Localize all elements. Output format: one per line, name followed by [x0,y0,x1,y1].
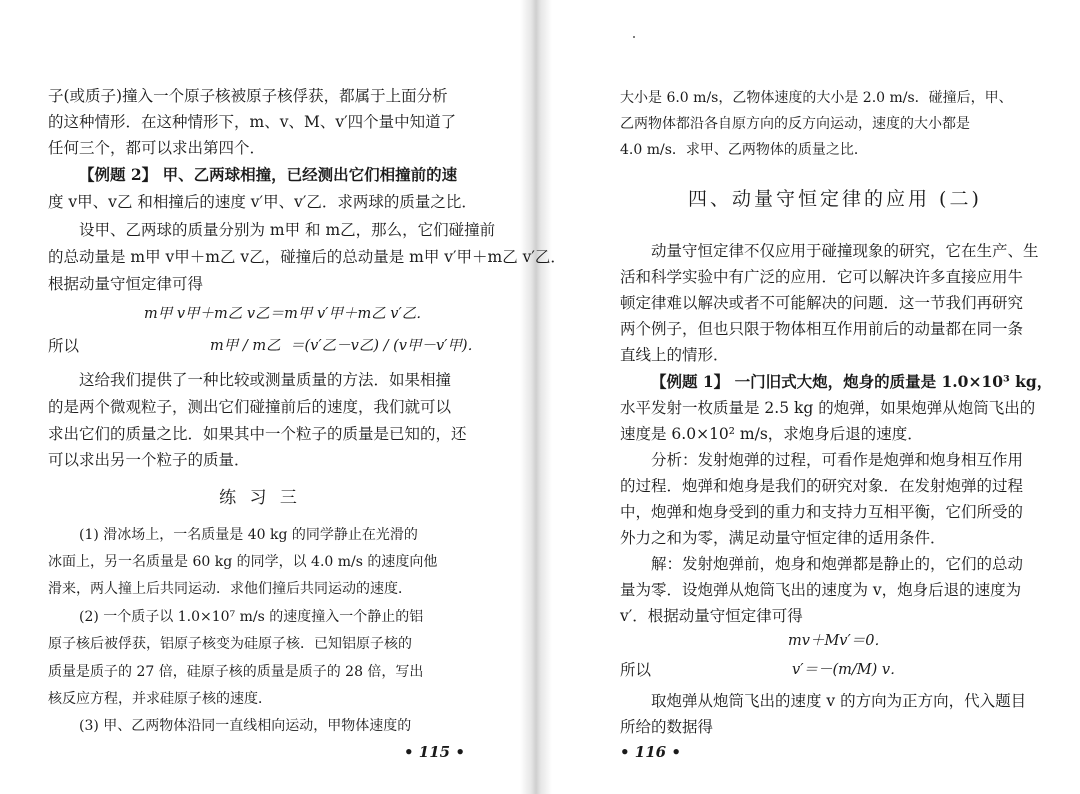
exercise-line: (2) 一个质子以 1.0×10⁷ m/s 的速度撞入一个静止的铝 [79,609,424,625]
formula-recoil-velocity: v′＝－(m/M) v． [792,662,905,678]
body-line: 动量守恒定律不仅应用于碰撞现象的研究，它在生产、生 [651,242,1039,260]
exercise-title: 练 习 三 [219,488,301,508]
exercise-line: 核反应方程，并求硅原子核的速度． [48,691,272,707]
body-line: 4.0 m/s．求甲、乙两物体的质量之比． [620,142,868,158]
exercise-line: 冰面上，另一名质量是 60 kg 的同学，以 4.0 m/s 的速度向他 [48,554,438,570]
exercise-line: (3) 甲、乙两物体沿同一直线相向运动，甲物体速度的 [79,718,412,734]
body-line: 这给我们提供了一种比较或测量质量的方法．如果相撞 [79,371,452,389]
exercise-line: 质量是质子的 27 倍，硅原子核的质量是质子的 28 倍，写出 [48,664,424,680]
body-line: 根据动量守恒定律可得 [48,275,204,293]
suoyi-label: 所以 [620,661,652,679]
formula-mass-ratio-rhs: ＝(v′乙－v乙) / (v甲－v′甲)． [290,338,483,354]
exercise-line: (1) 滑冰场上，一名质量是 40 kg 的同学静止在光滑的 [79,527,418,543]
body-line: 求出它们的质量之比．如果其中一个粒子的质量是已知的，还 [48,425,467,443]
body-line: 两个例子，但也只限于物体相互作用前后的动量都在同一条 [620,320,1024,338]
body-line: 顿定律难以解决或者不可能解决的问题．这一节我们再研究 [620,294,1024,312]
body-line: 可以求出另一个粒子的质量． [48,451,250,469]
body-line: 取炮弹从炮筒飞出的速度 v 的方向为正方向，代入题目 [651,692,1027,710]
body-line: 任何三个，都可以求出第四个． [48,139,266,157]
section-heading: 四、动量守恒定律的应用 (二) [688,188,982,210]
body-line: 直线上的情形． [620,346,729,364]
body-line: 设甲、乙两球的质量分别为 m甲 和 m乙，那么，它们碰撞前 [79,221,496,239]
example-heading: 【例题 1】 一门旧式大炮，炮身的质量是 1.0×10³ kg， [651,372,1053,391]
body-line: 乙两物体都沿各自原方向的反方向运动，速度的大小都是 [620,116,970,132]
body-line: 的是两个微观粒子，测出它们碰撞前后的速度，我们就可以 [48,398,452,416]
body-line: 中，炮弹和炮身受到的重力和支持力互相平衡，它们所受的 [620,503,1024,521]
print-speck [633,36,635,38]
exercise-line: 原子核后被俘获，铝原子核变为硅原子核．已知铝原子核的 [48,636,412,652]
body-line: 的总动量是 m甲 v甲＋m乙 v乙，碰撞后的总动量是 m甲 v′甲＋m乙 v′乙． [48,248,566,266]
analysis-line: 分析：发射炮弹的过程，可看作是炮弹和炮身相互作用 [651,451,1024,469]
exercise-line: 滑来，两人撞上后共同运动．求他们撞后共同运动的速度． [48,581,412,597]
body-line: 大小是 6.0 m/s，乙物体速度的大小是 2.0 m/s．碰撞后，甲、 [620,90,1013,106]
formula-mass-ratio-lhs: m甲 / m乙 [210,338,281,354]
body-line: v′．根据动量守恒定律可得 [620,607,803,625]
page-number: • 116 • [620,743,681,761]
body-line: 的过程．炮弹和炮身是我们的研究对象．在发射炮弹的过程 [620,477,1024,495]
body-line: 度 v甲、v乙 和相撞后的速度 v′甲、v′乙．求两球的质量之比． [48,193,477,211]
body-line: 量为零．设炮弹从炮筒飞出的速度为 v，炮身后退的速度为 [620,581,1022,599]
body-line: 水平发射一枚质量是 2.5 kg 的炮弹，如果炮弹从炮筒飞出的 [620,399,1036,417]
body-line: 活和科学实验中有广泛的应用．它可以解决许多直接应用牛 [620,268,1024,286]
body-line: 的这种情形．在这种情形下，m、v、M、v′四个量中知道了 [48,113,457,131]
solution-line: 解：发射炮弹前，炮身和炮弹都是静止的，它们的总动 [651,555,1024,573]
suoyi-label: 所以 [48,337,80,355]
formula-recoil: mv＋Mv′＝0． [788,633,889,649]
page-number: • 115 • [404,743,465,761]
example-heading: 【例题 2】 甲、乙两球相撞，已经测出它们相撞前的速 [79,165,458,184]
book-gutter [520,0,552,794]
body-line: 外力之和为零，满足动量守恒定律的适用条件． [620,529,946,547]
body-line: 子(或质子)撞入一个原子核被原子核俘获，都属于上面分析 [48,87,448,105]
formula-momentum: m甲 v甲＋m乙 v乙＝m甲 v′甲＋m乙 v′乙． [144,306,431,322]
body-line: 速度是 6.0×10² m/s，求炮身后退的速度． [620,425,923,443]
body-line: 所给的数据得 [620,718,714,736]
